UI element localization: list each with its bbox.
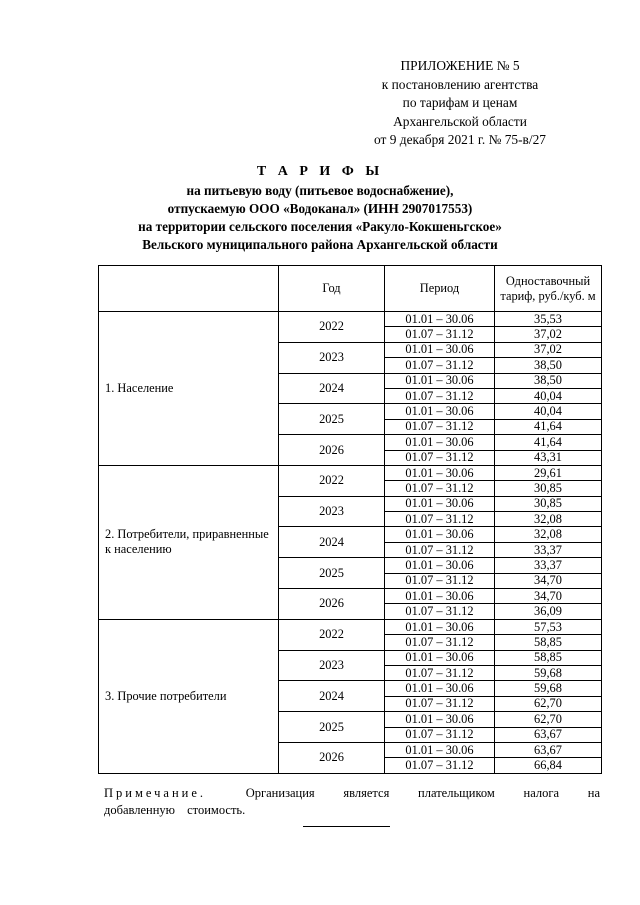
consumer-group-cell: 3. Прочие потребители xyxy=(99,619,279,773)
period-cell: 01.07 – 31.12 xyxy=(385,758,495,773)
year-cell: 2025 xyxy=(279,558,385,589)
period-cell: 01.01 – 30.06 xyxy=(385,619,495,634)
tariff-cell: 30,85 xyxy=(495,496,602,511)
period-cell: 01.01 – 30.06 xyxy=(385,435,495,450)
appendix-line: ПРИЛОЖЕНИЕ № 5 xyxy=(400,58,520,73)
header-year: Год xyxy=(279,266,385,312)
title-line: на территории сельского поселения «Ракуло-Кокшеньгское» xyxy=(138,218,502,234)
year-cell: 2023 xyxy=(279,650,385,681)
appendix-header xyxy=(330,57,590,150)
period-cell: 01.01 – 30.06 xyxy=(385,373,495,388)
tariff-table xyxy=(98,265,602,774)
period-cell: 01.07 – 31.12 xyxy=(385,512,495,527)
period-cell: 01.01 – 30.06 xyxy=(385,527,495,542)
period-cell: 01.01 – 30.06 xyxy=(385,712,495,727)
tariff-cell: 59,68 xyxy=(495,665,602,680)
period-cell: 01.07 – 31.12 xyxy=(385,481,495,496)
tariff-cell: 62,70 xyxy=(495,712,602,727)
period-cell: 01.07 – 31.12 xyxy=(385,450,495,465)
tariff-cell: 37,02 xyxy=(495,327,602,342)
year-cell: 2025 xyxy=(279,404,385,435)
period-cell: 01.07 – 31.12 xyxy=(385,635,495,650)
tariff-cell: 43,31 xyxy=(495,450,602,465)
appendix-line: от 9 декабря 2021 г. № 75-в/27 xyxy=(374,132,546,148)
appendix-line: к постановлению агентства xyxy=(381,76,539,92)
period-cell: 01.01 – 30.06 xyxy=(385,558,495,573)
header-period: Период xyxy=(385,266,495,312)
year-cell: 2024 xyxy=(279,527,385,558)
tariff-cell: 32,08 xyxy=(495,527,602,542)
year-cell: 2024 xyxy=(279,373,385,404)
period-cell: 01.07 – 31.12 xyxy=(385,604,495,619)
tariff-cell: 32,08 xyxy=(495,512,602,527)
tariff-cell: 41,64 xyxy=(495,435,602,450)
tariff-cell: 59,68 xyxy=(495,681,602,696)
tariff-cell: 40,04 xyxy=(495,404,602,419)
tariff-cell: 33,37 xyxy=(495,542,602,557)
closing-divider xyxy=(303,826,390,827)
tariff-cell: 57,53 xyxy=(495,619,602,634)
tariff-cell: 63,67 xyxy=(495,727,602,742)
period-cell: 01.07 – 31.12 xyxy=(385,665,495,680)
year-cell: 2026 xyxy=(279,742,385,773)
period-cell: 01.01 – 30.06 xyxy=(385,496,495,511)
title-line: на питьевую воду (питьевое водоснабжение), xyxy=(186,182,454,198)
period-cell: 01.01 – 30.06 xyxy=(385,465,495,480)
tariff-cell: 34,70 xyxy=(495,589,602,604)
title-line: отпускаемую ООО «Водоканал» (ИНН 2907017553) xyxy=(167,200,473,216)
appendix-line: Архангельской области xyxy=(393,113,527,129)
period-cell: 01.07 – 31.12 xyxy=(385,727,495,742)
period-cell: 01.01 – 30.06 xyxy=(385,650,495,665)
tariff-cell: 58,85 xyxy=(495,635,602,650)
tariff-cell: 38,50 xyxy=(495,373,602,388)
period-cell: 01.01 – 30.06 xyxy=(385,342,495,357)
document-title xyxy=(20,163,620,254)
period-cell: 01.01 – 30.06 xyxy=(385,681,495,696)
title-main: Т А Р И Ф Ы xyxy=(256,164,384,179)
consumer-group-cell: 2. Потребители, приравненные к населению xyxy=(99,465,279,619)
period-cell: 01.07 – 31.12 xyxy=(385,573,495,588)
year-cell: 2026 xyxy=(279,589,385,620)
note xyxy=(104,785,600,819)
appendix-line: по тарифам и ценам xyxy=(402,95,518,111)
tariff-cell: 35,53 xyxy=(495,312,602,327)
tariff-table-body xyxy=(99,312,602,774)
year-cell: 2023 xyxy=(279,496,385,527)
note-text: Организация является плательщиком налога на добавленную стоимость. xyxy=(104,786,601,817)
title-line: Вельского муниципального района Архангельской области xyxy=(142,236,498,252)
tariff-cell: 41,64 xyxy=(495,419,602,434)
period-cell: 01.07 – 31.12 xyxy=(385,327,495,342)
table-header-row xyxy=(99,266,602,312)
note-label: Примечание. xyxy=(104,786,207,800)
period-cell: 01.01 – 30.06 xyxy=(385,742,495,757)
tariff-cell: 30,85 xyxy=(495,481,602,496)
period-cell: 01.01 – 30.06 xyxy=(385,312,495,327)
year-cell: 2022 xyxy=(279,619,385,650)
tariff-cell: 33,37 xyxy=(495,558,602,573)
tariff-cell: 62,70 xyxy=(495,696,602,711)
table-row xyxy=(99,312,602,327)
period-cell: 01.01 – 30.06 xyxy=(385,404,495,419)
tariff-cell: 66,84 xyxy=(495,758,602,773)
tariff-cell: 29,61 xyxy=(495,465,602,480)
period-cell: 01.01 – 30.06 xyxy=(385,589,495,604)
year-cell: 2022 xyxy=(279,465,385,496)
header-tariff: Одноставочный тариф, руб./куб. м xyxy=(495,266,602,312)
tariff-cell: 38,50 xyxy=(495,358,602,373)
table-row xyxy=(99,619,602,634)
year-cell: 2022 xyxy=(279,312,385,343)
year-cell: 2025 xyxy=(279,712,385,743)
table-row xyxy=(99,465,602,480)
header-category xyxy=(99,266,279,312)
tariff-cell: 40,04 xyxy=(495,388,602,403)
tariff-cell: 34,70 xyxy=(495,573,602,588)
period-cell: 01.07 – 31.12 xyxy=(385,542,495,557)
tariff-cell: 63,67 xyxy=(495,742,602,757)
period-cell: 01.07 – 31.12 xyxy=(385,388,495,403)
year-cell: 2023 xyxy=(279,342,385,373)
period-cell: 01.07 – 31.12 xyxy=(385,696,495,711)
year-cell: 2024 xyxy=(279,681,385,712)
consumer-group-cell: 1. Население xyxy=(99,312,279,466)
year-cell: 2026 xyxy=(279,435,385,466)
tariff-cell: 58,85 xyxy=(495,650,602,665)
tariff-cell: 37,02 xyxy=(495,342,602,357)
period-cell: 01.07 – 31.12 xyxy=(385,358,495,373)
tariff-cell: 36,09 xyxy=(495,604,602,619)
period-cell: 01.07 – 31.12 xyxy=(385,419,495,434)
